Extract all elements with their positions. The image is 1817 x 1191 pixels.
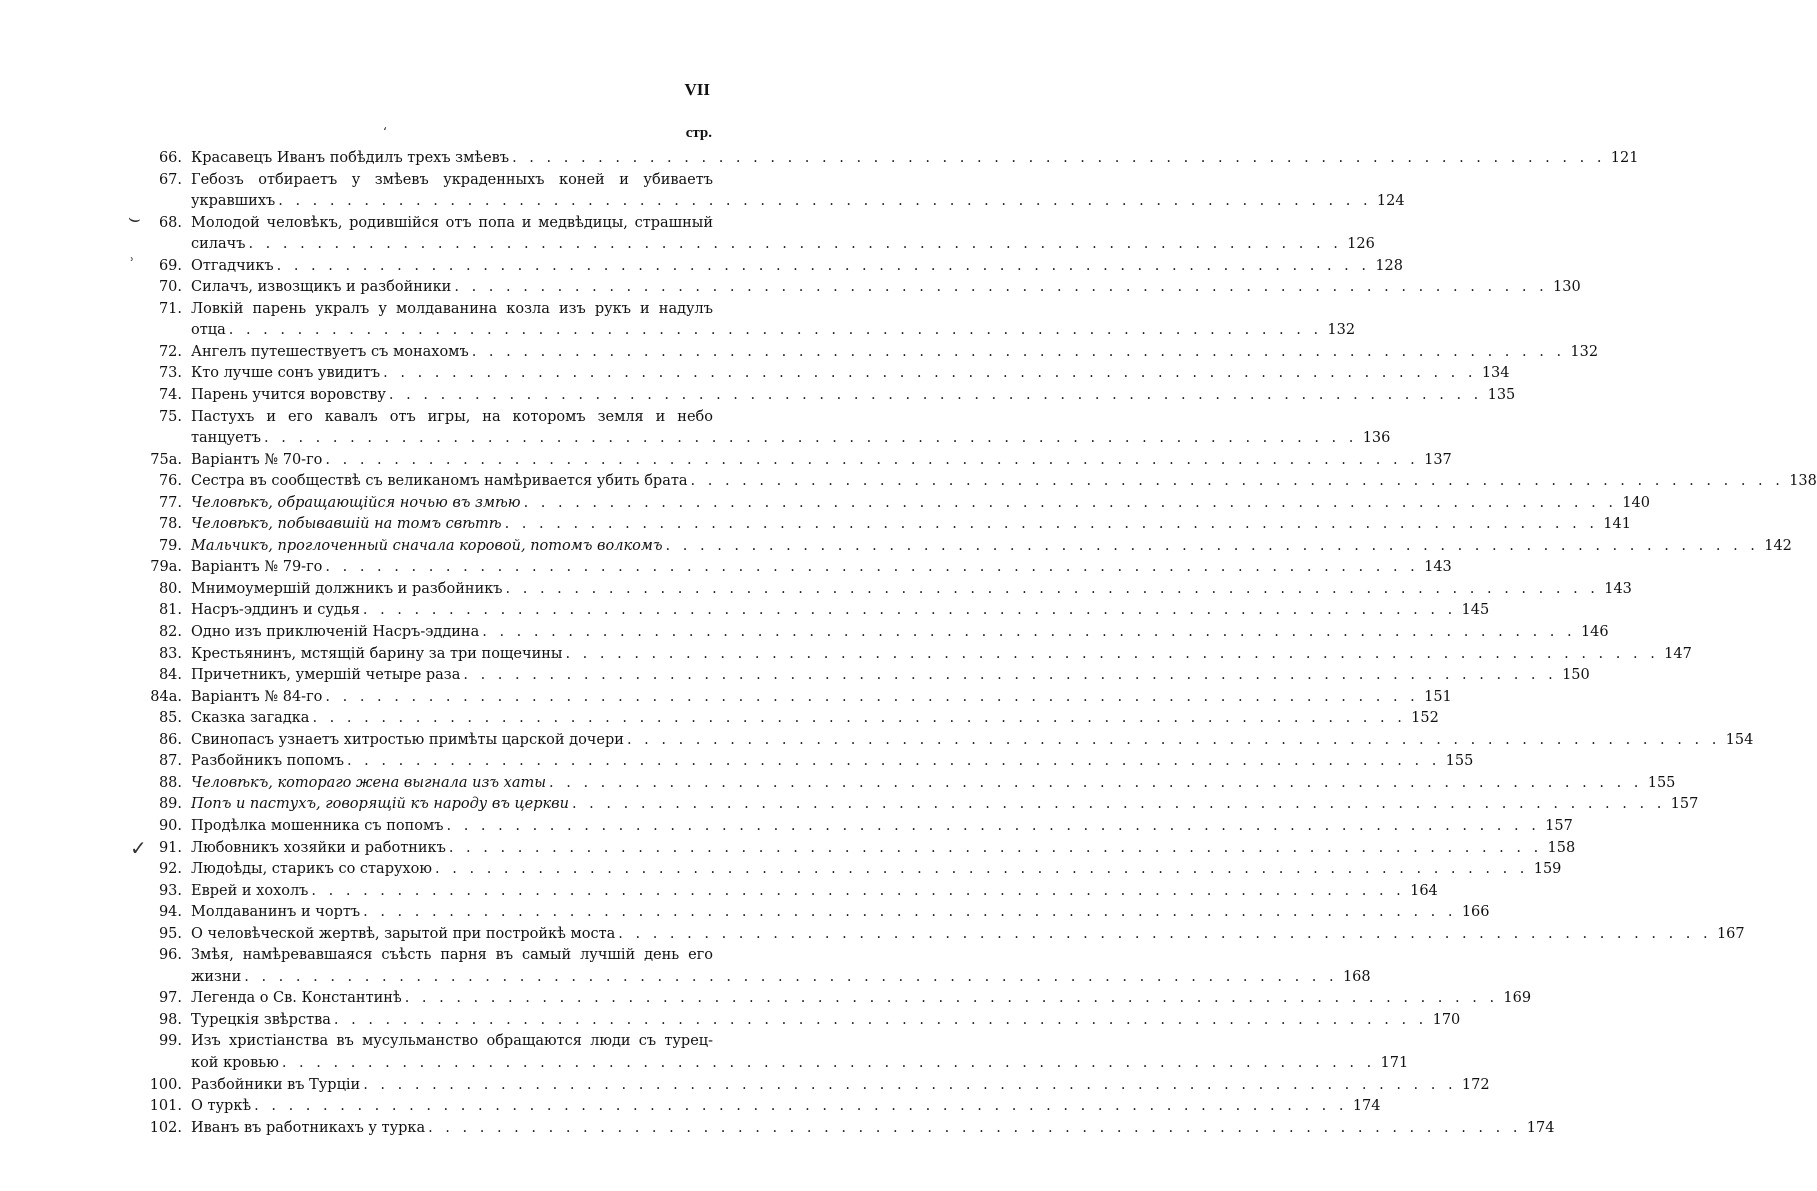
entry-number: 97.	[158, 990, 182, 1007]
entry-page-number: 134	[1481, 365, 1510, 382]
entry-number: 101.	[149, 1098, 182, 1115]
entry-leader-line	[191, 428, 1391, 450]
entry-title	[191, 708, 1439, 730]
entry-title	[191, 471, 1817, 493]
dot-leader	[363, 1075, 1456, 1097]
entry-leader-line	[191, 450, 1452, 472]
entry-page-number: 169	[1503, 990, 1532, 1007]
dot-leader	[524, 493, 1617, 515]
toc-entry	[0, 794, 1699, 816]
toc-entry	[0, 148, 1639, 170]
entry-title	[191, 1010, 1461, 1032]
dot-leader	[405, 988, 1498, 1010]
dot-leader	[446, 816, 1539, 838]
entry-title-line: Отгадчикъ	[191, 257, 274, 274]
entry-leader-line	[191, 256, 1403, 278]
entry-leader-line	[191, 1096, 1381, 1118]
dot-leader	[428, 1118, 1521, 1140]
entry-title	[191, 945, 1371, 988]
entry-leader-line	[191, 493, 1650, 515]
entry-leader-line	[191, 234, 1375, 256]
entry-number: 79.	[158, 537, 182, 554]
entry-title-line: Гебозъ отбираетъ у змѣевъ украденныхъ коней и убиваетъ	[191, 171, 713, 188]
entry-leader-line	[191, 148, 1639, 170]
dot-leader	[347, 751, 1440, 773]
entry-leader-line	[191, 557, 1452, 579]
entry-page-number: 147	[1664, 645, 1692, 662]
dot-leader	[383, 363, 1476, 385]
toc-entry	[0, 644, 1692, 666]
entry-leader-line	[191, 708, 1439, 730]
entry-page-number: 124	[1376, 193, 1405, 210]
entry-title-line: Человѣкъ, обращающійся ночью въ змѣю	[191, 494, 521, 511]
entry-number: 74.	[158, 387, 182, 404]
toc-entry	[0, 471, 1817, 493]
entry-title-line: Легенда о Св. Константинѣ	[191, 990, 402, 1007]
entry-title	[191, 385, 1516, 407]
entry-title	[191, 838, 1576, 860]
dot-leader	[463, 665, 1556, 687]
entry-title-line: Человѣкъ, побывавшій на томъ свѣтѣ	[191, 516, 502, 533]
entry-number: 100.	[149, 1076, 182, 1093]
toc-entry	[0, 299, 1356, 342]
entry-leader-line	[191, 859, 1562, 881]
dot-leader	[278, 191, 1371, 213]
entry-leader-line	[191, 1053, 1409, 1075]
entry-number: 85.	[158, 710, 182, 727]
toc-entry	[0, 622, 1609, 644]
entry-number: 84.	[158, 667, 182, 684]
entry-number: 83.	[158, 645, 182, 662]
entry-leader-line	[191, 277, 1581, 299]
dot-leader	[482, 622, 1575, 644]
entry-title	[191, 1118, 1555, 1140]
entry-title-line: Любовникъ хозяйки и работникъ	[191, 839, 446, 856]
entry-leader-line	[191, 363, 1510, 385]
toc-entry	[0, 751, 1474, 773]
entry-number: 80.	[158, 580, 182, 597]
entry-title-line: Свинопасъ узнаетъ хитростью примѣты царской дочери	[191, 731, 624, 748]
dot-leader	[254, 1096, 1347, 1118]
toc-entry	[0, 407, 1391, 450]
entry-title-line: Кто лучше сонъ увидитъ	[191, 365, 381, 382]
entry-title-line: О человѣческой жертвѣ, зарытой при постройкѣ моста	[191, 925, 616, 942]
toc-entry	[0, 881, 1438, 903]
dot-leader	[311, 881, 1404, 903]
entry-number: 95.	[158, 925, 182, 942]
entry-title-line: Мальчикъ, проглоченный сначала коровой, потомъ волкомъ	[191, 537, 663, 554]
dot-leader	[389, 385, 1482, 407]
entry-number: 88.	[158, 774, 182, 791]
entry-title-line: танцуетъ	[191, 430, 262, 447]
entry-leader-line	[191, 385, 1516, 407]
entry-title-line: Человѣкъ, котораго жена выгнала изъ хаты	[191, 774, 547, 791]
toc-entry	[0, 687, 1452, 709]
entry-leader-line	[191, 816, 1573, 838]
entry-page-number: 171	[1380, 1054, 1409, 1071]
entry-leader-line	[191, 665, 1590, 687]
entry-title-line: Парень учится воровству	[191, 387, 386, 404]
entry-number: 98.	[158, 1011, 182, 1028]
toc-entry	[0, 1118, 1555, 1140]
toc-entry	[0, 730, 1754, 752]
dot-leader	[505, 514, 1598, 536]
dot-leader	[512, 148, 1605, 170]
toc-entry	[0, 838, 1576, 860]
entry-page-number: 126	[1347, 236, 1375, 253]
entry-title-line: Молдаванинъ и чортъ	[191, 904, 361, 921]
entry-title	[191, 407, 1391, 450]
entry-title-line: Насръ-эддинъ и судья	[191, 602, 360, 619]
page-number: VII	[684, 80, 710, 99]
entry-page-number: 138	[1789, 473, 1817, 490]
entry-title-line: Сестра въ сообществѣ съ великаномъ намѣривается убить брата	[191, 473, 688, 490]
toc-entry	[0, 213, 1375, 256]
entry-leader-line	[191, 1118, 1555, 1140]
toc-entry	[0, 256, 1403, 278]
entry-title-line: Ангелъ путешествуетъ съ монахомъ	[191, 343, 469, 360]
entry-title-line: Турецкія звѣрства	[191, 1011, 331, 1028]
entry-page-number: 130	[1553, 279, 1581, 296]
dot-leader	[572, 794, 1665, 816]
entry-title	[191, 730, 1754, 752]
entry-page-number: 150	[1562, 667, 1590, 684]
entry-number: 91.	[158, 839, 182, 856]
entry-number: 68.	[158, 214, 182, 231]
entry-title-line: Причетникъ, умершій четыре раза	[191, 667, 461, 684]
entry-title	[191, 687, 1452, 709]
dot-leader	[454, 277, 1547, 299]
ink-speck: ‘	[383, 125, 387, 139]
entry-page-number: 151	[1424, 688, 1452, 705]
dot-leader	[229, 320, 1322, 342]
entry-title	[191, 1096, 1381, 1118]
entry-page-number: 145	[1461, 602, 1490, 619]
entry-title	[191, 148, 1639, 170]
entry-page-number: 152	[1411, 710, 1439, 727]
entry-page-number: 132	[1570, 343, 1599, 360]
dot-leader	[363, 600, 1456, 622]
entry-page-number: 158	[1547, 839, 1576, 856]
entry-leader-line	[191, 622, 1609, 644]
entry-title	[191, 988, 1532, 1010]
entry-title	[191, 924, 1745, 946]
dot-leader	[325, 557, 1418, 579]
entry-title-line: укравшихъ	[191, 193, 276, 210]
dot-leader	[618, 924, 1711, 946]
pencil-tick-mark: ⌣	[126, 205, 144, 231]
entry-leader-line	[191, 751, 1474, 773]
toc-entry	[0, 924, 1745, 946]
entry-title	[191, 644, 1692, 666]
entry-title	[191, 557, 1452, 579]
entry-title-line: Разбойники въ Турціи	[191, 1076, 361, 1093]
dot-leader	[565, 644, 1658, 666]
entry-leader-line	[191, 881, 1438, 903]
dot-leader	[549, 773, 1642, 795]
entry-title-line: силачъ	[191, 236, 246, 253]
toc-entry	[0, 493, 1650, 515]
entry-page-number: 155	[1445, 753, 1474, 770]
entry-title	[191, 881, 1438, 903]
entry-title-line: Продѣлка мошенника съ попомъ	[191, 817, 444, 834]
entry-title	[191, 1075, 1490, 1097]
dot-leader	[244, 967, 1337, 989]
entry-title	[191, 256, 1403, 278]
entry-title	[191, 773, 1676, 795]
entry-title-line: кой кровью	[191, 1054, 279, 1071]
page-column-header: стр.	[685, 125, 712, 141]
entry-page-number: 146	[1580, 624, 1609, 641]
entry-number: 73.	[158, 365, 182, 382]
toc-entry	[0, 579, 1632, 601]
entry-page-number: 140	[1622, 494, 1650, 511]
entry-title-line: Еврей и хохолъ	[191, 882, 309, 899]
entry-title-line: Иванъ въ работникахъ у турка	[191, 1119, 426, 1136]
dot-leader	[264, 428, 1357, 450]
entry-page-number: 128	[1375, 257, 1403, 274]
toc-entry	[0, 514, 1631, 536]
entry-leader-line	[191, 687, 1452, 709]
entry-page-number: 166	[1461, 904, 1490, 921]
toc-entry	[0, 557, 1452, 579]
entry-title-line: Мнимоумершій должникъ и разбойникъ	[191, 580, 503, 597]
entry-number: 84а.	[150, 688, 182, 705]
entry-title	[191, 514, 1631, 536]
entry-page-number: 157	[1670, 796, 1699, 813]
toc-entry	[0, 859, 1562, 881]
entry-title-line: Разбойникъ попомъ	[191, 753, 344, 770]
entry-number: 96.	[158, 947, 182, 964]
entry-page-number: 137	[1424, 451, 1452, 468]
entry-leader-line	[191, 342, 1599, 364]
entry-page-number: 136	[1362, 430, 1391, 447]
entry-title	[191, 579, 1632, 601]
pencil-dash-mark: ʾ	[130, 256, 135, 272]
entry-page-number: 143	[1604, 580, 1632, 597]
entry-title	[191, 622, 1609, 644]
entry-leader-line	[191, 773, 1676, 795]
entry-title	[191, 536, 1792, 558]
dot-leader	[472, 342, 1565, 364]
entry-page-number: 121	[1610, 150, 1639, 166]
entry-number: 77.	[158, 494, 182, 511]
entry-page-number: 174	[1352, 1098, 1381, 1115]
toc-entry	[0, 773, 1676, 795]
entry-title-line: Одно изъ приключеній Насръ-эддина	[191, 624, 480, 641]
entry-leader-line	[191, 579, 1632, 601]
entry-number: 72.	[158, 343, 182, 360]
entry-number: 66.	[158, 150, 182, 166]
entry-leader-line	[191, 967, 1371, 989]
entry-title	[191, 299, 1356, 342]
dot-leader	[282, 1053, 1375, 1075]
entry-leader-line	[191, 514, 1631, 536]
entry-title	[191, 213, 1375, 256]
entry-page-number: 159	[1533, 861, 1562, 878]
entry-number: 86.	[158, 731, 182, 748]
entry-title	[191, 342, 1599, 364]
entry-title-line: Молодой человѣкъ, родившійся отъ попа и медвѣдицы, страшный	[191, 214, 713, 231]
entry-leader-line	[191, 988, 1532, 1010]
pencil-check-mark: ✓	[130, 836, 147, 860]
toc-entry	[0, 385, 1516, 407]
entry-title-line: Варіантъ № 79-го	[191, 559, 323, 576]
entry-number: 75.	[158, 408, 182, 425]
entry-leader-line	[191, 191, 1405, 213]
entry-number: 93.	[158, 882, 182, 899]
dot-leader	[325, 687, 1418, 709]
entry-number: 99.	[158, 1033, 182, 1050]
entry-number: 76.	[158, 473, 182, 490]
entry-title	[191, 170, 1405, 213]
dot-leader	[334, 1010, 1427, 1032]
entry-page-number: 172	[1461, 1076, 1490, 1093]
entry-number: 75а.	[150, 451, 182, 468]
dot-leader	[506, 579, 1599, 601]
entry-number: 82.	[158, 624, 182, 641]
entry-number: 67.	[158, 171, 182, 188]
entry-page-number: 155	[1647, 774, 1676, 791]
entry-title-line: Сказка загадка	[191, 710, 310, 727]
entry-leader-line	[191, 600, 1490, 622]
entry-number: 102.	[149, 1119, 182, 1136]
entry-title-line: Изъ христіанства въ мусульманство обращаются люди съ турец-	[191, 1033, 713, 1050]
entry-title	[191, 751, 1474, 773]
entry-page-number: 174	[1526, 1119, 1555, 1136]
entry-leader-line	[191, 730, 1754, 752]
entry-title	[191, 1031, 1409, 1074]
entry-title	[191, 665, 1590, 687]
entry-page-number: 141	[1603, 516, 1631, 533]
entry-leader-line	[191, 838, 1576, 860]
toc-entry	[0, 665, 1590, 687]
entry-leader-line	[191, 794, 1699, 816]
entry-leader-line	[191, 924, 1745, 946]
toc-entry	[0, 170, 1405, 213]
entry-page-number: 157	[1545, 817, 1573, 834]
toc-entry	[0, 342, 1599, 364]
entry-title	[191, 493, 1650, 515]
entry-title-line: О туркѣ	[191, 1098, 252, 1115]
entry-leader-line	[191, 644, 1692, 666]
entry-page-number: 167	[1716, 925, 1745, 942]
entry-title-line: Попъ и пастухъ, говорящій къ народу въ церкви	[191, 796, 569, 813]
toc-entry	[0, 708, 1439, 730]
toc-entry	[0, 277, 1581, 299]
entry-number: 94.	[158, 904, 182, 921]
entry-page-number: 132	[1327, 322, 1356, 339]
entry-title-line: Людоѣды, старикъ со старухою	[191, 861, 433, 878]
entry-page-number: 143	[1424, 559, 1452, 576]
entry-title	[191, 277, 1581, 299]
entry-page-number: 142	[1764, 537, 1792, 554]
dot-leader	[691, 471, 1784, 493]
toc-entry	[0, 945, 1371, 988]
entry-title	[191, 902, 1490, 924]
entry-title-line: Варіантъ № 84-го	[191, 688, 323, 705]
toc-entry	[0, 1010, 1461, 1032]
entry-title	[191, 794, 1699, 816]
entry-number: 87.	[158, 753, 182, 770]
entry-number: 79а.	[150, 559, 182, 576]
entry-leader-line	[191, 902, 1490, 924]
entry-number: 89.	[158, 796, 182, 813]
toc-entry	[0, 450, 1452, 472]
toc-entry	[0, 536, 1792, 558]
toc-entry	[0, 363, 1510, 385]
entry-page-number: 154	[1725, 731, 1754, 748]
toc-entry	[0, 600, 1490, 622]
toc-entry	[0, 902, 1490, 924]
entry-page-number: 168	[1342, 968, 1371, 985]
entry-number: 92.	[158, 861, 182, 878]
entry-number: 70.	[158, 279, 182, 296]
entry-page-number: 170	[1432, 1011, 1461, 1028]
entry-number: 90.	[158, 817, 182, 834]
entry-title	[191, 450, 1452, 472]
table-of-contents	[0, 148, 1817, 1139]
entry-title	[191, 859, 1562, 881]
entry-title-line: Пастухъ и его кавалъ отъ игры, на которомъ земля и небо	[191, 408, 713, 425]
entry-number: 78.	[158, 516, 182, 533]
dot-leader	[312, 708, 1405, 730]
entry-title	[191, 816, 1573, 838]
dot-leader	[449, 838, 1542, 860]
entry-leader-line	[191, 536, 1792, 558]
toc-entry	[0, 988, 1532, 1010]
entry-title	[191, 363, 1510, 385]
dot-leader	[627, 730, 1720, 752]
toc-entry	[0, 816, 1573, 838]
entry-leader-line	[191, 471, 1817, 493]
entry-number: 71.	[158, 300, 182, 317]
dot-leader	[248, 234, 1341, 256]
entry-leader-line	[191, 1075, 1490, 1097]
entry-page-number: 135	[1487, 387, 1516, 404]
entry-title-line: Варіантъ № 70-го	[191, 451, 323, 468]
entry-title-line: Крестьянинъ, мстящій барину за три пощечины	[191, 645, 563, 662]
dot-leader	[666, 536, 1759, 558]
entry-title-line: Ловкій парень укралъ у молдаванина козла изъ рукъ и надулъ	[191, 300, 713, 317]
entry-number: 69.	[158, 257, 182, 274]
dot-leader	[435, 859, 1528, 881]
toc-entry	[0, 1096, 1381, 1118]
entry-page-number: 164	[1410, 882, 1438, 899]
dot-leader	[325, 450, 1418, 472]
entry-title-line: жизни	[191, 968, 242, 985]
toc-entry	[0, 1075, 1490, 1097]
entry-leader-line	[191, 1010, 1461, 1032]
dot-leader	[277, 256, 1370, 278]
entry-title-line: Красавецъ Иванъ побѣдилъ трехъ змѣевъ	[191, 150, 510, 166]
entry-title-line: отца	[191, 322, 226, 339]
entry-title-line: Змѣя, намѣревавшаяся съѣсть парня въ самый лучшій день его	[191, 947, 713, 964]
entry-leader-line	[191, 320, 1356, 342]
entry-title	[191, 600, 1490, 622]
entry-number: 81.	[158, 602, 182, 619]
entry-title-line: Силачъ, извозщикъ и разбойники	[191, 279, 452, 296]
dot-leader	[363, 902, 1456, 924]
toc-entry	[0, 1031, 1409, 1074]
